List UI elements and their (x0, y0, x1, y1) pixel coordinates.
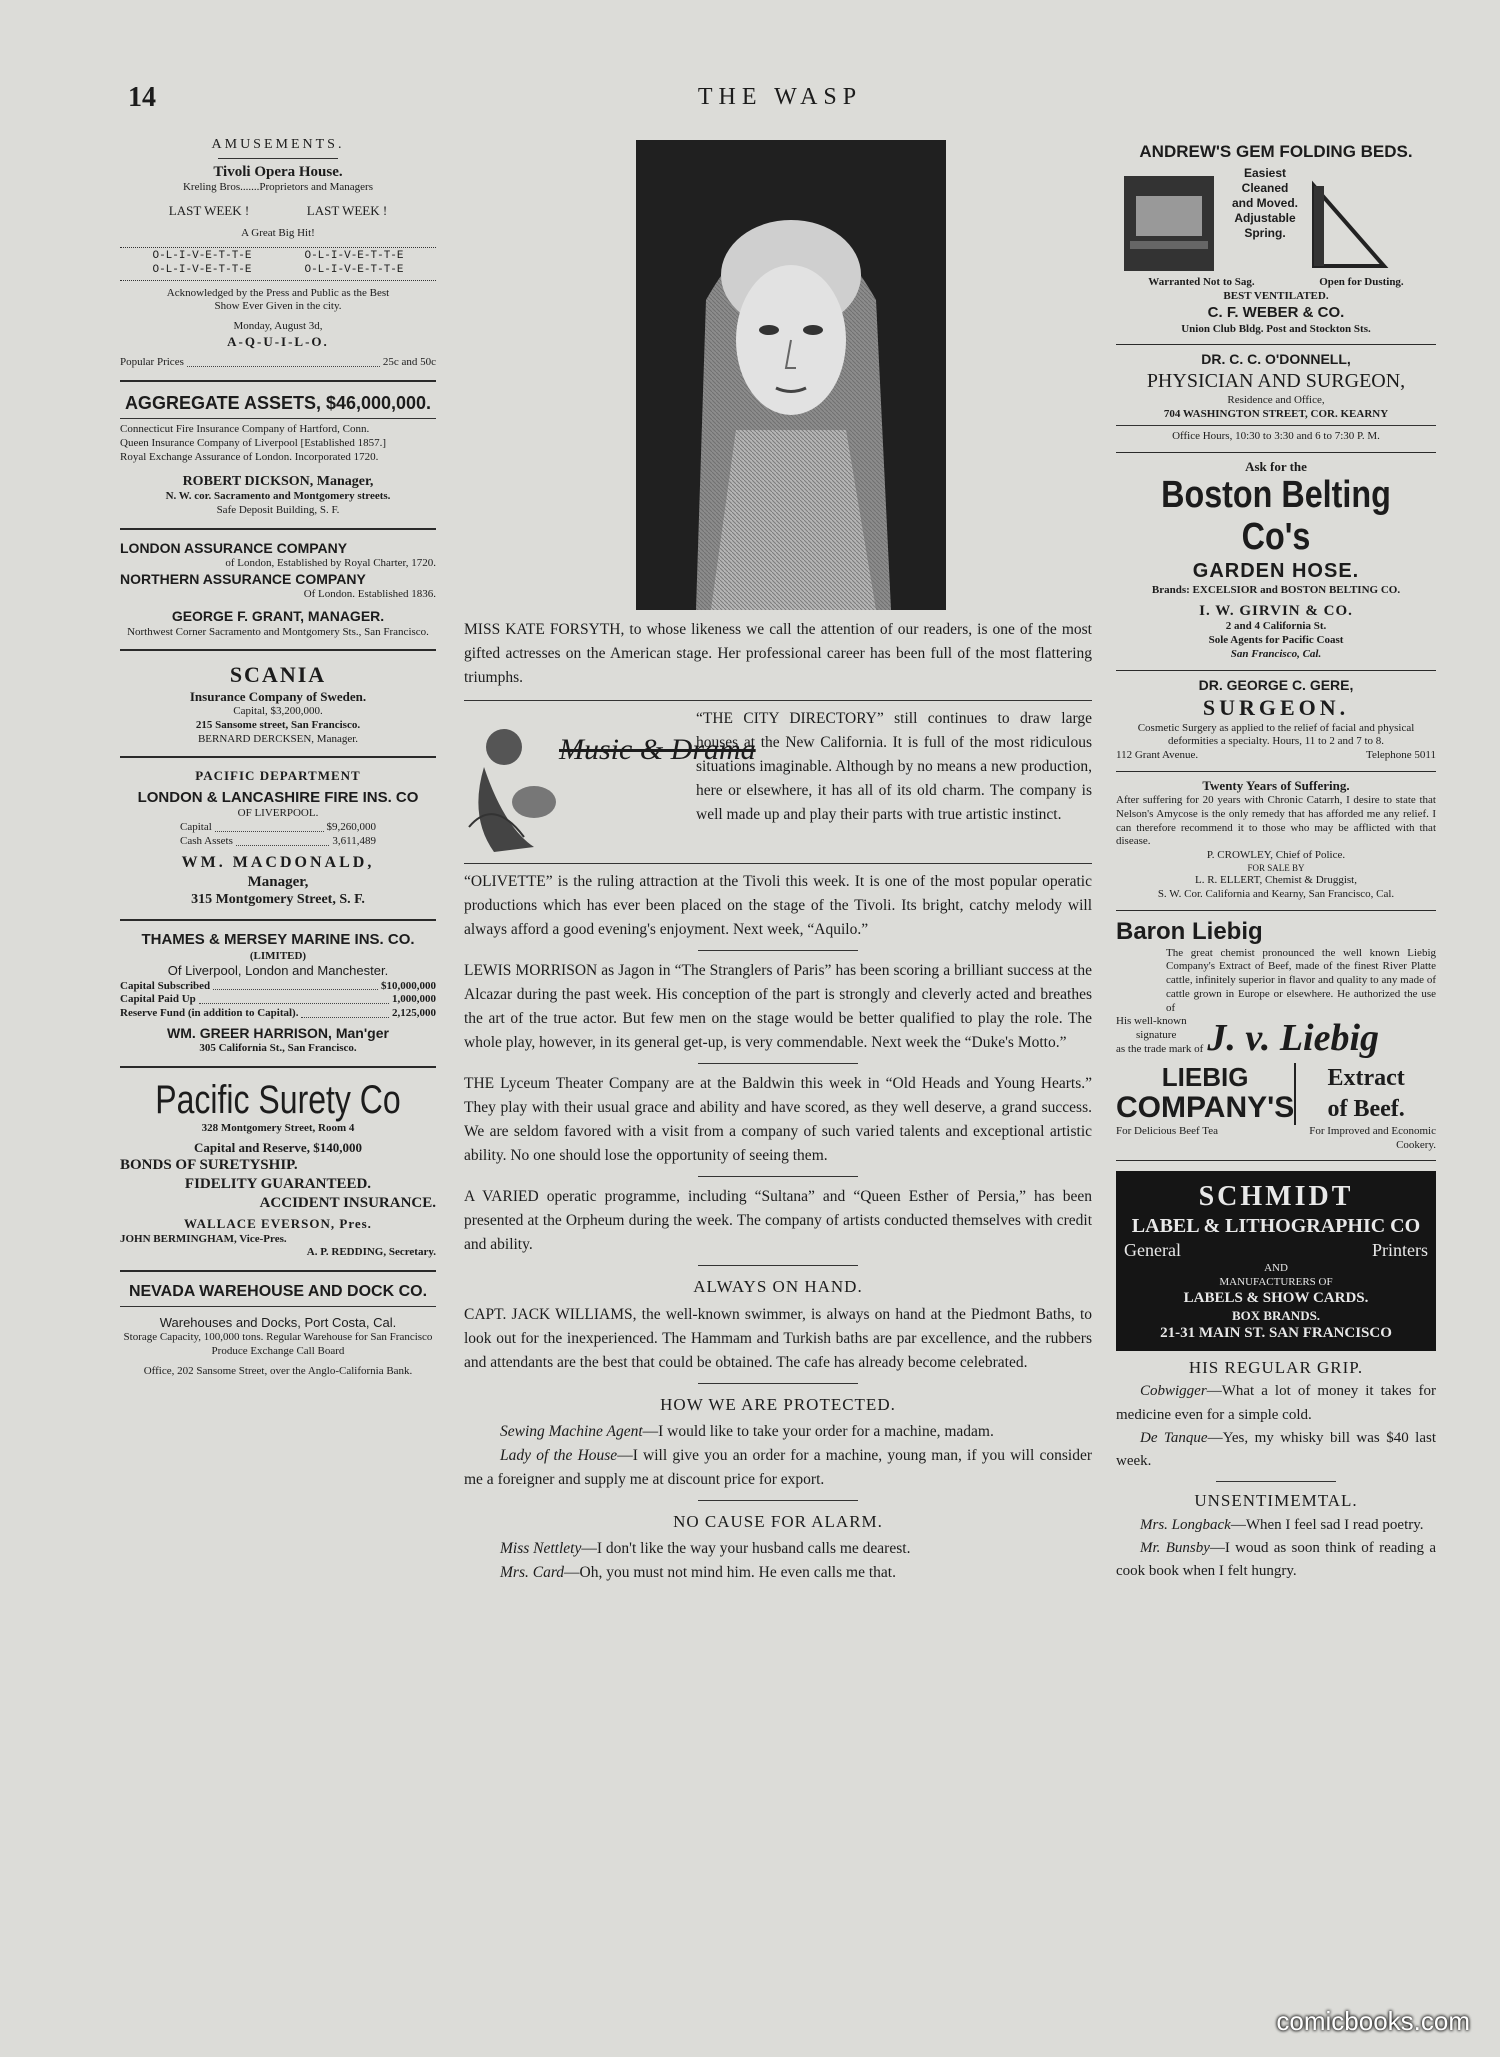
theater-name: Tivoli Opera House. (213, 163, 343, 180)
aggregate-item: Royal Exchange Assurance of London. Incorporated 1720. (120, 450, 379, 463)
thames-mersey-ad: THAMES & MERSEY MARINE INS. CO. (LIMITED) Of Liverpool, London and Manchester. Capital Subscribed $10,000,000 Capital Paid Up 1,000,000 Reserve Fund (in addition to Capital). 2,125,000 WM. GREER HARRISON, Man'ger 305 California St., San Francisco. (120, 925, 436, 1068)
boston-belting-title: Boston Belting Co's (1161, 474, 1391, 559)
music-drama-title: Music & Drama (559, 733, 756, 767)
alarm-line-1: Miss Nettlety—I don't like the way your husband calls me dearest. (500, 1540, 911, 1558)
aquilo-title: A-Q-U-I-L-O. (227, 333, 329, 349)
varied-programme-text: A VARIED operatic programme, including “Sultana” and “Queen Esther of Persia,” has been presented at the Orpheum during the week. The company of artists conducted themselves with credit and ability. (464, 1188, 1092, 1254)
protected-line-2: Lady of the House—I will give you an order for a machine, young man, if you will consider me a foreigner and supply me at discount price for export. (464, 1447, 1092, 1489)
alarm-line-2: Mrs. Card—Oh, you must not mind him. He even calls me that. (500, 1564, 896, 1582)
aggregate-address: N. W. cor. Sacramento and Montgomery streets. (165, 490, 391, 502)
open-bed-icon (1304, 166, 1394, 276)
music-drama-section (464, 707, 1092, 857)
folding-bed-icon (1116, 166, 1226, 276)
humor-section: HIS REGULAR GRIP. Cobwigger—What a lot of money it takes for medicine even for a simple cold. De Tanque—Yes, my whisky bill was $40 last week. UNSENTIMEMTAL. Mrs. Longback—When I feel sad I read poetry. Mr. Bunsby—I woud as soon think of reading a cook book when I felt hungry. (1116, 1358, 1436, 1580)
alarm-heading: NO CAUSE FOR ALARM. (673, 1512, 883, 1532)
surety-name: Pacific Surety Co (155, 1078, 401, 1122)
liebig-signature: J. v. Liebig (1207, 1016, 1380, 1059)
pacific-surety-ad: Pacific Surety Co 328 Montgomery Street, Room 4 Capital and Reserve, $140,000 BONDS OF SURETYSHIP. FIDELITY GUARANTEED. ACCIDENT INSURANCE. WALLACE EVERSON, Pres. JOHN BERMINGHAM, Vice-Pres. A. P. REDDING, Secretary. (120, 1072, 436, 1272)
boston-belting-ad: Ask for the Boston Belting Co's GARDEN HOSE. Brands: EXCELSIOR and BOSTON BELTING CO. I. W. GIRVIN & CO. 2 and 4 California St. Sole Agents for Pacific Coast San Francisco, Cal. (1116, 453, 1436, 671)
monday-date: Monday, August 3d, (233, 320, 323, 332)
olivette-text: “OLIVETTE” is the ruling attraction at the Tivoli this week. It is one of the most popular operatic productions which has ever been placed on the stage of the Tivoli. Its bright, catchy melody will always afford a good evening's enjoyment. Next week, “Aquilo.” (464, 873, 1092, 939)
schmidt-label-ad: SCHMIDT LABEL & LITHOGRAPHIC CO General Printers AND MANUFACTURERS OF LABELS & SHOW CARDS. BOX BRANDS. 21-31 MAIN ST. SAN FRANCISCO (1116, 1171, 1436, 1351)
nevada-warehouse-ad: NEVADA WAREHOUSE AND DOCK CO. Warehouses and Docks, Port Costa, Cal. Storage Capacity, 100,000 tons. Regular Warehouse for San Francisco Produce Exchange Call Board Office, 202 Sansome Street, over the Anglo-California Bank. (120, 1276, 436, 1379)
london-manager: GEORGE F. GRANT, MANAGER. (171, 608, 385, 624)
popular-prices: Popular Prices 25c and 50c (120, 356, 436, 368)
aggregate-building: Safe Deposit Building, S. F. (216, 503, 340, 516)
city-directory-text: “THE CITY DIRECTORY” still continues to draw large houses at the New California. It is full of the most ridiculous situations imaginable. Although by no means a new production, here or elsewhere, it has all of its old charm. The company is well made up and play their parts with true artistic instinct. (696, 710, 1092, 824)
scania-name: SCANIA (229, 662, 327, 688)
aggregate-item: Connecticut Fire Insurance Company of Hartford, Conn. (120, 423, 370, 436)
suffering-ad: Twenty Years of Suffering. After suffering for 20 years with Chronic Catarrh, I desire to state that Nelson's Amycose is the only remedy that has afforded me any relief. I can therefore recommend it to those who may be afflicted with that disease. P. CROWLEY, Chief of Police. FOR SALE BY L. R. ELLERT, Chemist & Druggist, S. W. Cor. California and Kearny, San Francisco, Cal. (1116, 772, 1436, 911)
london-assurance-ad: LONDON ASSURANCE COMPANY of London, Established by Royal Charter, 1720. NORTHERN ASSURANCE COMPANY Of London. Established 1836. GEORGE F. GRANT, MANAGER. Northwest Corner Sacramento and Montgomery Sts., San Francisco. (120, 534, 436, 652)
acknowledged-text: Acknowledged by the Press and Public as the Best Show Ever Given in the city. (166, 286, 390, 313)
gere-ad: DR. GEORGE C. GERE, SURGEON. Cosmetic Surgery as applied to the relief of facial and physical deformities a specialty. Hours, 11 to 2 and 7 to 8. 112 Grant Avenue. Telephone 5011 (1116, 671, 1436, 772)
portrait-caption: MISS KATE FORSYTH, to whose likeness we call the attention of our readers, is one of the most gifted actresses on the American stage. Her professional career has been full of the most flattering triumphs. (464, 621, 1092, 687)
olivette-box: O-L-I-V-E-T-T-E O-L-I-V-E-T-T-E O-L-I-V-E-T-T-E O-L-I-V-E-T-T-E (120, 247, 436, 281)
always-on-hand-heading: ALWAYS ON HAND. (693, 1277, 863, 1297)
last-week-row: LAST WEEK ! LAST WEEK ! (168, 203, 388, 218)
protected-heading: HOW WE ARE PROTECTED. (660, 1394, 896, 1414)
proprietors: Kreling Bros.......Proprietors and Managers (182, 181, 374, 194)
amusements-ad (120, 130, 436, 382)
amusements-heading: AMUSEMENTS. (211, 137, 345, 152)
aggregate-item: Queen Insurance Company of Liverpool [Established 1857.] (120, 437, 387, 449)
left-ad-column (120, 130, 436, 1379)
aggregate-manager: ROBERT DICKSON, Manager, (182, 473, 374, 489)
portrait-engraving (636, 140, 946, 610)
morrison-text: LEWIS MORRISON as Jagon in “The Stranglers of Paris” has been scoring a brilliant success at the Alcazar during the past week. His conception of the part is strongly and cleverly acted and breathes the art of the true actor. But few men on the stage would be better qualified to play the role. The whole play, however, in its general get-up, is very commendable. Next week the “Duke's Motto.” (464, 962, 1092, 1052)
page-number: 14 (128, 82, 156, 113)
always-on-hand-text: CAPT. JACK WILLIAMS, the well-known swimmer, is always on hand at the Piedmont Baths, to look out for the inexperienced. The Hammam and Turkish baths are par excellence, and the rubbers and attendants are the best that could be obtained. The cafe has already become celebrated. (464, 1305, 1092, 1371)
aggregate-assets-ad (120, 386, 436, 530)
pacific-department-ad: PACIFIC DEPARTMENT LONDON & LANCASHIRE FIRE INS. CO OF LIVERPOOL. Capital $9,260,000 Cash Assets 3,611,489 WM. MACDONALD, Manager, 315 Montgomery Street, S. F. (120, 762, 436, 921)
actress-portrait-image (636, 140, 946, 610)
music-drama-illustration (464, 707, 756, 857)
scania-ad: SCANIA Insurance Company of Sweden. Capital, $3,200,000. 215 Sansome street, San Francisco. BERNARD DERCKSEN, Manager. (120, 655, 436, 758)
odonnell-ad: DR. C. C. O'DONNELL, PHYSICIAN AND SURGEON, Residence and Office, 704 WASHINGTON STREET, COR. KEARNY Office Hours, 10:30 to 3:30 and 6 to 7:30 P. M. (1116, 345, 1436, 453)
folding-beds-ad: ANDREW'S GEM FOLDING BEDS. Easiest Cleaned and Moved. Adjustable Spring. Warranted Not to Sag. Open for Dusting. BEST VENTILATED. C. F. WEBER & CO. Union Club Bldg. Post and Stockton Sts. (1116, 135, 1436, 345)
right-ad-column (1116, 135, 1436, 1583)
liebig-ad: Baron Liebig The great chemist pronounced the well known Liebig Company's Extract of Beef, made of the finest River Platte cattle, infinitely superior in flavor and quality to any made of cattle grown in Europe or elsewhere. He authorized the use of His well-known signature as the trade mark of J. v. Liebig LIEBIG COMPANY'S Extract of Beef. For Delicious Beef Tea For Improved and Economic Cookery. (1116, 911, 1436, 1162)
center-text-column (464, 618, 1092, 1585)
lyceum-text: THE Lyceum Theater Company are at the Baldwin this week in “Old Heads and Young Hearts.” They play with their usual grace and ability and have scored, as they well deserve, a grand success. We are seldom favored with a visit from a company of such varied talents and exceptional artistic ability. No one should lose the opportunity of seeing them. (464, 1075, 1092, 1165)
aggregate-heading: AGGREGATE ASSETS, $46,000,000. (124, 392, 432, 413)
masthead-title: THE WASP (697, 84, 863, 110)
protected-line-1: Sewing Machine Agent—I would like to take your order for a machine, madam. (500, 1423, 994, 1440)
big-hit: A Great Big Hit! (241, 227, 315, 240)
watermark: comicbooks.com (1276, 2006, 1470, 2036)
